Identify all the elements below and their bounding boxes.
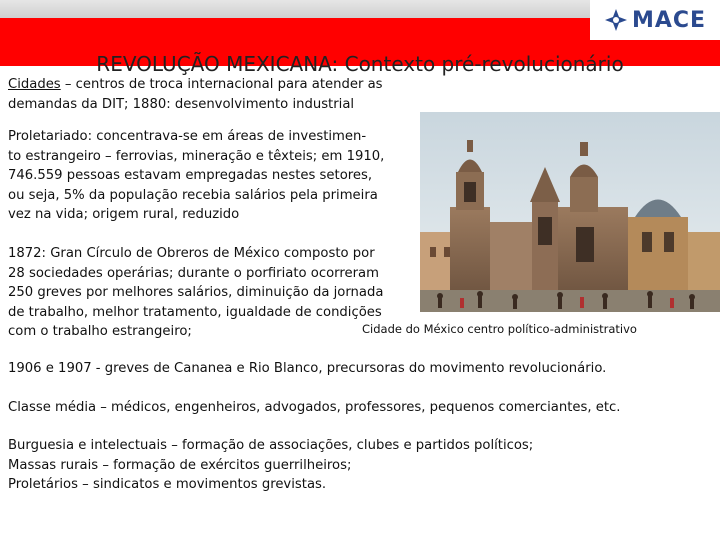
proletariat-line-4: ou seja, 5% da população recebia salários pela primeira <box>8 187 378 203</box>
logo-mark <box>604 8 706 33</box>
cathedral-illustration <box>420 112 720 312</box>
proletariat-line-1: : concentrava-se em áreas de investimen- <box>87 129 367 144</box>
middle-class-lead: Classe média <box>8 400 97 415</box>
slide-title: REVOLUÇÃO MEXICANA: Contexto pré-revolucionário <box>96 52 624 76</box>
proletariat-line-5: vez na vida; origem rural, reduzido <box>8 207 240 223</box>
middle-class-text: – médicos, engenheiros, advogados, professores, pequenos comerciantes, etc. <box>96 400 621 415</box>
proletariat-line-3: 746.559 pessoas estavam empregadas nestes setores, <box>8 168 373 184</box>
cathedral-photo <box>420 112 720 312</box>
cities-paragraph <box>8 75 383 114</box>
circle-line-4: de trabalho, melhor tratamento, igualdade de condições <box>8 304 382 320</box>
circle-line-1: 1872: Gran Círculo de Obreros de México composto por <box>8 246 375 261</box>
groups-paragraph <box>8 436 533 495</box>
circle-line-3: 250 greves por melhores salários, diminuição da jornada <box>8 285 384 301</box>
logo <box>590 0 720 40</box>
proletariat-paragraph <box>8 127 384 225</box>
cities-line-2: demandas da DIT; 1880: desenvolvimento industrial <box>8 96 355 112</box>
circle-line-2: 28 sociedades operárias; durante o porfiriato ocorreram <box>8 265 379 281</box>
strikes-text: 1906 e 1907 - greves de Cananea e Rio Blanco, precursoras do movimento revolucionário. <box>8 361 607 376</box>
proletariat-lead: Proletariado <box>8 129 88 144</box>
strikes-paragraph <box>8 359 606 379</box>
cities-lead: Cidades <box>8 77 61 92</box>
cities-line-1: – centros de troca internacional para atender as <box>60 77 383 92</box>
groups-line-2: Massas rurais – formação de exércitos guerrilheiros; <box>8 457 352 473</box>
proletariat-line-2: to estrangeiro – ferrovias, mineração e têxteis; em 1910, <box>8 148 385 164</box>
circle-paragraph <box>8 244 383 342</box>
middle-class-paragraph <box>8 398 620 418</box>
photo-caption: Cidade do México centro político-administrativo <box>362 322 637 336</box>
logo-star-icon <box>604 8 628 32</box>
logo-text: MACE <box>631 7 707 33</box>
groups-line-1: Burguesia e intelectuais – formação de associações, clubes e partidos políticos; <box>8 438 534 453</box>
groups-line-3: Proletários – sindicatos e movimentos grevistas. <box>8 477 327 493</box>
circle-line-5: com o trabalho estrangeiro; <box>8 324 192 340</box>
